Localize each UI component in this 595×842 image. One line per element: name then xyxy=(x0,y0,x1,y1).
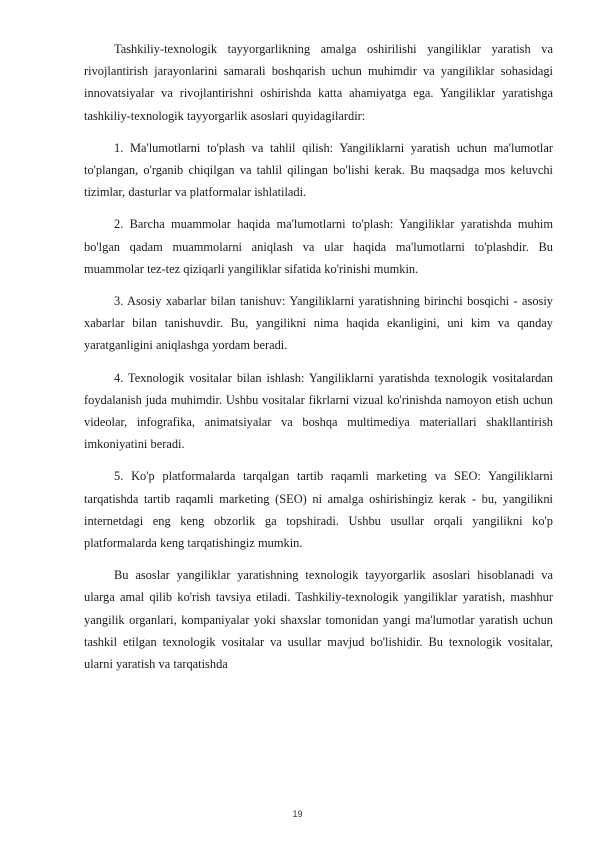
paragraph-item-4: 4. Texnologik vositalar bilan ishlash: Yangiliklarni yaratishda texnologik vositalardan foydalanish juda muhimdir. Ushbu vositalar fikrlarni vizual ko'rinishda namoyon etish uchun videolar, infografika, animatsiyalar va boshqa multimediya materiallari shakllantirish imkoniyatini beradi. xyxy=(84,370,553,452)
paragraph-intro: Tashkiliy-texnologik tayyorgarlikning amalga oshirilishi yangiliklar yaratish va rivojlantirish jarayonlarini samarali boshqarish uchun muhimdir va yangiliklar sohasidagi innovatsiyalar va rivojlantirishni oshirishda katta ahamiyatga ega. Yangiliklar yaratishga tashkiliy-texnologik tayyorgarlik asoslari quyidagilardir: xyxy=(84,42,553,123)
document-body xyxy=(84,38,553,685)
paragraph-item-2: 2. Barcha muammolar haqida ma'lumotlarni to'plash: Yangiliklar yaratishda muhim bo'lgan qadam muammolarni aniqlash va ular haqida ma'lumotlarni to'plashdir. Bu muammolar tez-tez qiziqarli yangiliklar sifatida ko'rinishi mumkin. xyxy=(84,217,553,276)
page-number: 19 xyxy=(292,809,303,819)
paragraph-item-1: 1. Ma'lumotlarni to'plash va tahlil qilish: Yangiliklarni yaratish uchun ma'lumotlar to'plangan, o'rganib chiqilgan va tahlil qilingan bo'lishi kerak. Bu maqsadga mos keluvchi tizimlar, dasturlar va platformalar ishlatiladi. xyxy=(84,140,553,200)
paragraph-item-3: 3. Asosiy xabarlar bilan tanishuv: Yangiliklarni yaratishning birinchi bosqichi - asosiy xabarlar bilan tanishuvdir. Bu, yangilikni nima haqida ekanligini, uni kim va qanday yaratganligini aniqlashga yordam beradi. xyxy=(84,294,553,353)
paragraph-conclusion: Bu asoslar yangiliklar yaratishning texnologik tayyorgarlik asoslari hisoblanadi va ularga amal qilib ko'rish tavsiya etiladi. Tashkiliy-texnologik yangiliklar yaratish, mashhur yangilik organlari, kompaniyalar yoki shaxslar tomonidan yangi ma'lumotlar yaratish uchun tashkil etilgan texnologik vositalar va usullar mavjud bo'lishidir. Bu texnologik vositalar, ularni yaratish va tarqatishda xyxy=(84,568,553,672)
paragraph-item-5: 5. Ko'p platformalarda tarqalgan tartib raqamli marketing va SEO: Yangiliklarni tarqatishda tartib raqamli marketing (SEO) ni amalga oshirishingiz kerak - bu, yangilikni internetdagi eng keng obzorlik ga topshiradi. Ushbu usullar orqali yangilikni ko'p platformalarda keng tarqatishingiz mumkin. xyxy=(84,469,553,551)
